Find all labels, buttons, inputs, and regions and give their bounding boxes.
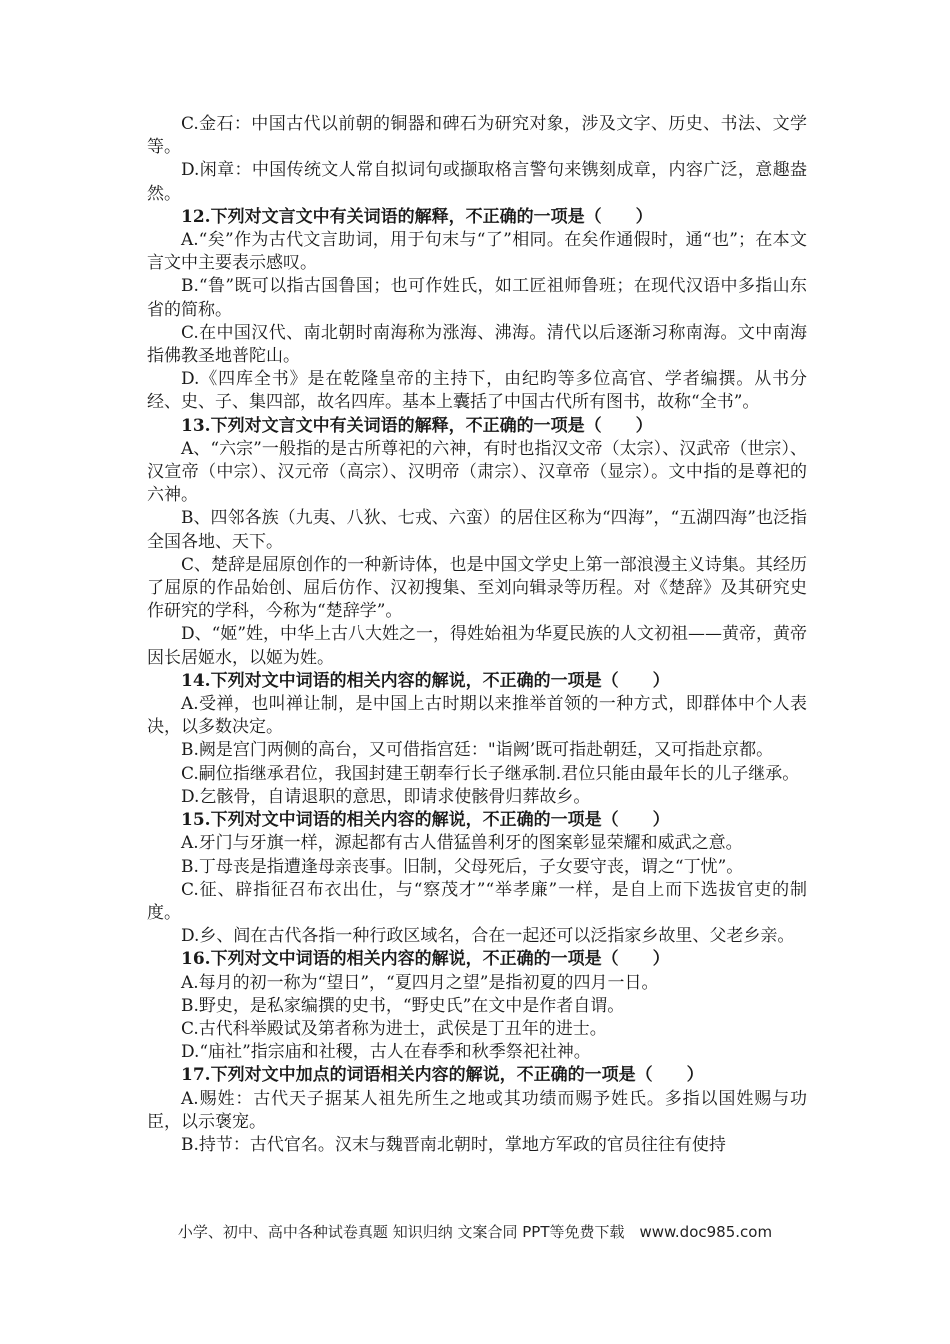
option-14d: D.乞骸骨，自请退职的意思，即请求使骸骨归葬故乡。 bbox=[181, 786, 591, 807]
option-17a: A.赐姓：古代天子据某人祖先所生之地或其功绩而赐予姓氏。多指以国姓赐与功臣，以示褒宠。 bbox=[147, 1088, 807, 1132]
option-12b: B.“鲁”既可以指古国鲁国；也可作姓氏，如工匠祖师鲁班；在现代汉语中多指山东省的简称。 bbox=[147, 276, 807, 320]
document-body bbox=[147, 113, 807, 1157]
option-13a: A、“六宗”一般指的是古所尊祀的六神，有时也指汉文帝（太宗）、汉武帝（世宗）、汉宣帝（中宗）、汉元帝（高宗）、汉明帝（肃宗）、汉章帝（显宗）。文中指的是尊祀的六神。 bbox=[147, 438, 807, 506]
option-16b: B.野史，是私家编撰的史书，“野史氏”在文中是作者自谓。 bbox=[181, 995, 625, 1016]
question-16: 16.下列对文中词语的相关内容的解说，不正确的一项是（ ） bbox=[181, 949, 670, 970]
option-15a: A.牙门与牙旗一样，源起都有古人借猛兽利牙的图案彰显荣耀和威武之意。 bbox=[181, 833, 743, 854]
option-14a: A.受禅，也叫禅让制，是中国上古时期以来推举首领的一种方式，即群体中个人表决，以多数决定。 bbox=[147, 694, 807, 738]
option-15c: C.征、辟指征召布衣出仕，与“察茂才”“举孝廉”一样，是自上而下选拔官吏的制度。 bbox=[147, 879, 807, 923]
option-12d: D.《四库全书》是在乾隆皇帝的主持下，由纪昀等多位高官、学者编撰。从书分经、史、子、集四部，故名四库。基本上囊括了中国古代所有图书，故称“全书”。 bbox=[147, 369, 807, 413]
option-13b: B、四邻各族（九夷、八狄、七戎、六蛮）的居住区称为“四海”，“五湖四海”也泛指全国各地、天下。 bbox=[147, 508, 807, 552]
question-12: 12.下列对文言文中有关词语的解释，不正确的一项是（ ） bbox=[181, 206, 653, 227]
option-12c: C.在中国汉代、南北朝时南海称为涨海、沸海。清代以后逐渐习称南海。文中南海指佛教圣地普陀山。 bbox=[147, 322, 807, 367]
option-13d: D、“姬”姓，中华上古八大姓之一，得姓始祖为华夏民族的人文初祖——黄帝，黄帝因长居姬水，以姬为姓。 bbox=[147, 624, 808, 668]
question-17: 17.下列对文中加点的词语相关内容的解说，不正确的一项是（ ） bbox=[181, 1065, 704, 1086]
question-14: 14.下列对文中词语的相关内容的解说，不正确的一项是（ ） bbox=[181, 670, 670, 691]
option-15b: B.丁母丧是指遭逢母亲丧事。旧制，父母死后，子女要守丧，谓之“丁忧”。 bbox=[181, 856, 744, 877]
option-16c: C.古代科举殿试及第者称为进士，武侯是丁丑年的进士。 bbox=[181, 1018, 607, 1039]
paragraph-11d: D.闲章：中国传统文人常自拟词句或撷取格言警句来镌刻成章，内容广泛，意趣盎然。 bbox=[147, 160, 807, 204]
option-16d: D.“庙社”指宗庙和社稷，古人在春季和秋季祭祀社神。 bbox=[181, 1042, 591, 1063]
option-13c: C、楚辞是屈原创作的一种新诗体，也是中国文学史上第一部浪漫主义诗集。其经历了屈原的作品始创、屈后仿作、汉初搜集、至刘向辑录等历程。对《楚辞》及其研究史作研究的学科，今称为“楚辞学”。 bbox=[147, 554, 807, 622]
option-15d: D.乡、闾在古代各指一种行政区域名，合在一起还可以泛指家乡故里、父老乡亲。 bbox=[181, 926, 795, 947]
option-14c: C.嗣位指继承君位，我国封建王朝奉行长子继承制.君位只能由最年长的儿子继承。 bbox=[181, 763, 800, 784]
question-13: 13.下列对文言文中有关词语的解释，不正确的一项是（ ） bbox=[181, 415, 653, 436]
option-14b: B.阙是宫门两侧的高台，又可借指宫廷："诣阙’既可指赴朝廷，又可指赴京都。 bbox=[181, 740, 774, 761]
option-17b: B.持节：古代官名。汉末与魏晋南北朝时，掌地方军政的官员往往有使持 bbox=[181, 1134, 726, 1155]
paragraph-11c: C.金石：中国古代以前朝的铜器和碑石为研究对象，涉及文字、历史、书法、文学等。 bbox=[147, 114, 807, 158]
option-12a: A.“矣”作为古代文言助词，用于句末与“了”相同。在矣作通假时，通“也”；在本文言文中主要表示感叹。 bbox=[147, 230, 807, 274]
option-16a: A.每月的初一称为“望日”，“夏四月之望”是指初夏的四月一日。 bbox=[181, 972, 659, 993]
question-15: 15.下列对文中词语的相关内容的解说，不正确的一项是（ ） bbox=[181, 810, 670, 831]
page-footer: 小学、初中、高中各种试卷真题 知识归纳 文案合同 PPT等免费下载 www.doc985.com bbox=[177, 1223, 773, 1241]
